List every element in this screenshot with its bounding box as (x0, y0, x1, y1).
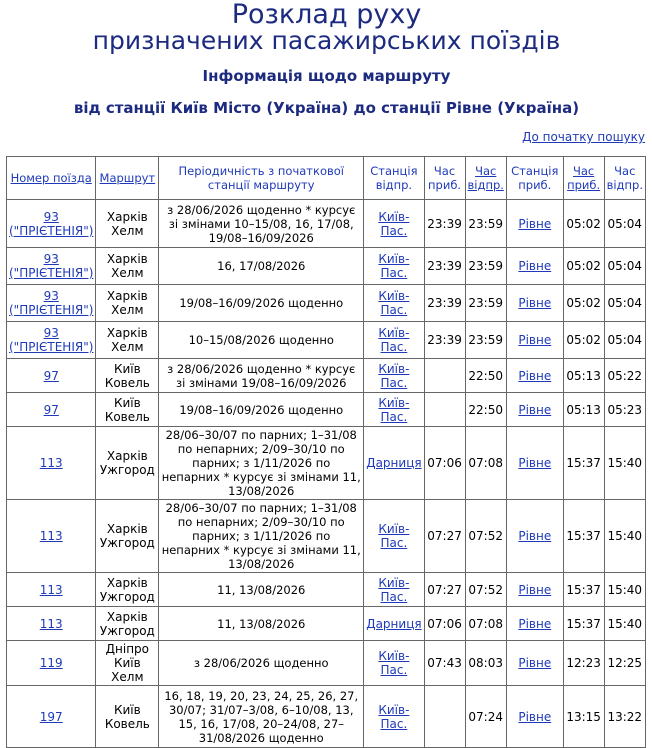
arr-time-cell: 07:06 (424, 607, 465, 641)
arr-station-cell[interactable] (506, 641, 563, 686)
route-cell (96, 248, 159, 285)
col-header-route[interactable] (96, 157, 159, 200)
arr-time2-cell: 05:02 (563, 248, 604, 285)
dep-station-cell[interactable] (364, 500, 424, 573)
route-cell (96, 427, 159, 500)
arr-time2-cell: 15:37 (563, 607, 604, 641)
col-header-number[interactable] (7, 157, 96, 200)
table-row (7, 607, 646, 641)
table-row (7, 573, 646, 607)
route-cell (96, 573, 159, 607)
dep-station-link[interactable]: Дарниця (366, 616, 422, 631)
arr-time-cell (424, 359, 465, 393)
arr-station-cell[interactable] (506, 359, 563, 393)
arr-time2-cell: 05:02 (563, 200, 604, 248)
arr-station-link[interactable]: Рівне (518, 582, 552, 597)
dep-time2-cell: 15:40 (604, 607, 645, 641)
dep-station-link[interactable]: Дарниця (366, 456, 422, 470)
train-number-link[interactable]: 93 (43, 326, 59, 340)
train-name-link[interactable]: ("ПРІЄТЕНІЯ") (9, 223, 94, 238)
arr-time-cell: 07:27 (424, 573, 465, 607)
dep-station-link[interactable]: Київ-Пас. (378, 395, 410, 424)
arr-station-cell[interactable] (506, 322, 563, 359)
col-header-period: Періодичність з початкової станції маршруту (159, 157, 364, 200)
dep-station-cell[interactable] (364, 322, 424, 359)
dep-time-cell: 22:50 (465, 393, 506, 427)
train-number-cell[interactable] (7, 285, 96, 322)
dep-time2-cell: 05:22 (604, 359, 645, 393)
route-cell (96, 641, 159, 686)
arr-time2-cell: 05:02 (563, 285, 604, 322)
dep-station-link[interactable]: Київ-Пас. (378, 361, 410, 390)
route-from: Харків (106, 575, 148, 590)
arr-time-cell (424, 686, 465, 748)
arr-time-cell: 23:39 (424, 285, 465, 322)
train-number-cell[interactable] (7, 573, 96, 607)
arr-station-link[interactable]: Рівне (518, 368, 552, 383)
dep-time-cell: 08:03 (465, 641, 506, 686)
train-number-cell[interactable] (7, 322, 96, 359)
dep-time-cell: 07:08 (465, 607, 506, 641)
train-number-link[interactable]: 197 (39, 709, 63, 724)
arr-time-cell: 07:43 (424, 641, 465, 686)
page-title-line1: Розклад руху (231, 0, 422, 30)
train-number-link[interactable]: 113 (39, 616, 63, 631)
dep-station-cell[interactable] (364, 393, 424, 427)
periodicity-cell: 11, 13/08/2026 (159, 607, 364, 641)
dep-time2-cell: 05:04 (604, 248, 645, 285)
col-header-dep-time2: Час відпр. (604, 157, 645, 200)
route-cell (96, 285, 159, 322)
arr-time-cell: 07:27 (424, 500, 465, 573)
train-name-link[interactable]: ("ПРІЄТЕНІЯ") (9, 266, 94, 280)
route-cell (96, 359, 159, 393)
route-from: Харків (106, 289, 148, 303)
dep-station-link[interactable]: Київ-Пас. (378, 522, 410, 550)
table-row (7, 686, 646, 748)
dep-station-link[interactable]: Київ-Пас. (378, 575, 410, 604)
dep-time2-cell: 05:23 (604, 393, 645, 427)
dep-station-cell[interactable] (364, 427, 424, 500)
arr-station-link[interactable]: Рівне (518, 402, 552, 417)
route-to: Ужгород (99, 623, 155, 638)
arr-time2-cell: 12:23 (563, 641, 604, 686)
table-row (7, 500, 646, 573)
arr-station-link[interactable]: Рівне (518, 333, 552, 347)
route-to: Хелм (111, 303, 144, 317)
periodicity-cell: 19/08–16/09/2026 щоденно (159, 285, 364, 322)
arr-time2-cell: 15:37 (563, 427, 604, 500)
arr-station-cell[interactable] (506, 393, 563, 427)
train-number-link[interactable]: 97 (43, 402, 59, 417)
dep-time-cell: 07:08 (465, 427, 506, 500)
dep-time-cell: 07:52 (465, 500, 506, 573)
arr-time-cell: 23:39 (424, 322, 465, 359)
arr-station-link[interactable]: Рівне (518, 216, 552, 231)
dep-time-cell: 23:59 (465, 200, 506, 248)
route-from: Харків (106, 209, 148, 224)
arr-station-link[interactable]: Рівне (518, 709, 552, 724)
arr-station-cell[interactable] (506, 573, 563, 607)
periodicity-cell: 10–15/08/2026 щоденно (159, 322, 364, 359)
table-row (7, 641, 646, 686)
arr-station-cell[interactable] (506, 285, 563, 322)
route-from: Київ (113, 361, 141, 376)
periodicity-cell: з 28/06/2026 щоденно * курсує зі змінами 19/08–16/09/2026 (159, 359, 364, 393)
arr-station-cell[interactable] (506, 427, 563, 500)
dep-time2-cell: 15:40 (604, 427, 645, 500)
route-to: Ужгород (99, 536, 155, 550)
train-number-cell[interactable] (7, 641, 96, 686)
route-to: Ковель (104, 409, 150, 424)
train-number-link[interactable]: 97 (43, 368, 59, 383)
route-from: Харків (106, 449, 148, 463)
table-row (7, 322, 646, 359)
dep-time-cell: 07:52 (465, 573, 506, 607)
dep-time2-cell: 05:04 (604, 200, 645, 248)
train-number-cell[interactable] (7, 500, 96, 573)
arr-station-link[interactable]: Рівне (518, 656, 552, 670)
route-from: Харків (106, 326, 148, 340)
dep-station-cell[interactable] (364, 200, 424, 248)
train-name-link[interactable]: ("ПРІЄТЕНІЯ") (9, 340, 94, 354)
route-to: Ужгород (99, 463, 155, 477)
arr-station-cell[interactable] (506, 248, 563, 285)
train-number-link[interactable]: 93 (43, 252, 59, 266)
col-header-arr-time2[interactable] (563, 157, 604, 200)
route-from: Харків (106, 252, 148, 266)
arr-station-link[interactable]: Рівне (518, 529, 552, 543)
route-to: Хелм (111, 670, 144, 684)
dep-station-link[interactable]: Київ-Пас. (378, 649, 410, 677)
dep-time-cell: 23:59 (465, 322, 506, 359)
dep-station-link[interactable]: Київ-Пас. (378, 326, 410, 354)
train-number-link[interactable]: 119 (39, 656, 63, 670)
arr-time2-cell: 15:37 (563, 573, 604, 607)
arr-station-cell[interactable] (506, 500, 563, 573)
periodicity-cell: 19/08–16/09/2026 щоденно (159, 393, 364, 427)
arr-station-link[interactable]: Рівне (518, 296, 552, 310)
periodicity-cell: з 28/06/2026 щоденно (159, 641, 364, 686)
arr-time2-cell: 05:13 (563, 359, 604, 393)
route-to: Хелм (111, 340, 144, 354)
arr-time-cell: 23:39 (424, 248, 465, 285)
schedule-rows (7, 200, 646, 748)
train-number-link[interactable]: 113 (39, 529, 63, 543)
col-header-arr-station: Станція приб. (506, 157, 563, 200)
table-row (7, 248, 646, 285)
dep-time-cell: 23:59 (465, 285, 506, 322)
route-to: Ужгород (99, 589, 155, 604)
arr-time2-cell: 15:37 (563, 500, 604, 573)
dep-time2-cell: 05:04 (604, 322, 645, 359)
dep-station-cell[interactable] (364, 641, 424, 686)
route-cell (96, 686, 159, 748)
dep-station-link[interactable]: Київ-Пас. (378, 209, 410, 238)
dep-time2-cell: 05:04 (604, 285, 645, 322)
sort-dep-time-link[interactable]: Час відпр. (467, 164, 504, 192)
sort-number-link[interactable]: Номер поїзда (10, 171, 92, 185)
dep-station-cell[interactable] (364, 248, 424, 285)
arr-station-link[interactable]: Рівне (518, 456, 552, 470)
dep-station-cell[interactable] (364, 285, 424, 322)
table-row (7, 393, 646, 427)
periodicity-cell: 11, 13/08/2026 (159, 573, 364, 607)
route-from: Харків (106, 609, 148, 624)
table-row (7, 285, 646, 322)
dep-time-cell: 07:24 (465, 686, 506, 748)
arr-time-cell: 23:39 (424, 200, 465, 248)
route-from: Київ (113, 702, 141, 717)
table-header-row (7, 157, 646, 200)
dep-station-cell[interactable] (364, 686, 424, 748)
dep-station-link[interactable]: Київ-Пас. (378, 702, 410, 731)
dep-time2-cell: 12:25 (604, 641, 645, 686)
arr-station-cell[interactable] (506, 607, 563, 641)
train-number-cell[interactable] (7, 393, 96, 427)
arr-time-cell: 07:06 (424, 427, 465, 500)
dep-station-link[interactable]: Київ-Пас. (378, 289, 410, 317)
periodicity-cell: 16, 17/08/2026 (159, 248, 364, 285)
sort-route-link[interactable]: Маршрут (99, 171, 156, 185)
col-header-dep-time[interactable] (465, 157, 506, 200)
arr-time-cell (424, 393, 465, 427)
train-number-cell[interactable] (7, 200, 96, 248)
arr-station-cell[interactable] (506, 686, 563, 748)
periodicity-cell: 28/06–30/07 по парних; 1–31/08 по непарних; 2/09–30/10 по парних; з 1/11/2026 по непарних * курсує зі змінами 11, 13/08/2026 (159, 427, 364, 500)
arr-time2-cell: 05:02 (563, 322, 604, 359)
route-from: Харків (106, 522, 148, 536)
route-from: Київ (113, 395, 141, 410)
arr-station-cell[interactable] (506, 200, 563, 248)
periodicity-cell: 16, 18, 19, 20, 23, 24, 25, 26, 27, 30/07; 31/07–3/08, 6–10/08, 13, 15, 16, 17/08, 20–24/08, 27–31/08/2026 щоденно (159, 686, 364, 748)
dep-time2-cell: 13:22 (604, 686, 645, 748)
route-to: Хелм (111, 266, 144, 280)
train-number-cell[interactable] (7, 686, 96, 748)
train-number-link[interactable]: 113 (39, 456, 63, 470)
train-number-link[interactable]: 113 (39, 582, 63, 597)
table-row (7, 427, 646, 500)
dep-station-cell[interactable] (364, 573, 424, 607)
page-subtitle: Інформація щодо маршруту (202, 67, 451, 85)
dep-time2-cell: 15:40 (604, 573, 645, 607)
route-description: від станції Київ Місто (Україна) до станції Рівне (Україна) (73, 99, 580, 117)
train-number-cell[interactable] (7, 359, 96, 393)
arr-time2-cell: 05:13 (563, 393, 604, 427)
col-header-arr-time: Час приб. (424, 157, 465, 200)
table-row (7, 200, 646, 248)
arr-time2-cell: 13:15 (563, 686, 604, 748)
dep-time-cell: 22:50 (465, 359, 506, 393)
schedule-table (6, 156, 646, 748)
dep-station-cell[interactable] (364, 607, 424, 641)
arr-station-link[interactable]: Рівне (518, 259, 552, 273)
route-cell (96, 322, 159, 359)
route-cell (96, 607, 159, 641)
arr-station-link[interactable]: Рівне (518, 616, 552, 631)
route-cell (96, 393, 159, 427)
dep-time-cell: 23:59 (465, 248, 506, 285)
train-name-link[interactable]: ("ПРІЄТЕНІЯ") (9, 303, 94, 317)
train-number-cell[interactable] (7, 248, 96, 285)
dep-station-link[interactable]: Київ-Пас. (378, 252, 410, 280)
table-row (7, 359, 646, 393)
train-number-link[interactable]: 93 (43, 289, 59, 303)
dep-time2-cell: 15:40 (604, 500, 645, 573)
train-number-cell[interactable] (7, 607, 96, 641)
col-header-dep-station: Станція відпр. (364, 157, 424, 200)
periodicity-cell: 28/06–30/07 по парних; 1–31/08 по непарних; 2/09–30/10 по парних; з 1/11/2026 по непарних * курсує зі змінами 11, 13/08/2026 (159, 500, 364, 573)
route-cell (96, 500, 159, 573)
dep-station-cell[interactable] (364, 359, 424, 393)
train-number-cell[interactable] (7, 427, 96, 500)
sort-arr-time-link[interactable]: Час приб. (567, 164, 601, 192)
route-to: Ковель (104, 375, 150, 390)
train-number-link[interactable]: 93 (43, 209, 59, 224)
periodicity-cell: з 28/06/2026 щоденно * курсує зі змінами 10–15/08, 16, 17/08, 19/08–16/09/2026 (159, 200, 364, 248)
route-from: Дніпро Київ (105, 642, 150, 670)
route-to: Хелм (111, 223, 144, 238)
back-to-search-link[interactable]: До початку пошуку (522, 130, 645, 144)
route-to: Ковель (104, 716, 150, 731)
page-title-line2: призначених пасажирських поїздів (92, 26, 561, 55)
route-cell (96, 200, 159, 248)
